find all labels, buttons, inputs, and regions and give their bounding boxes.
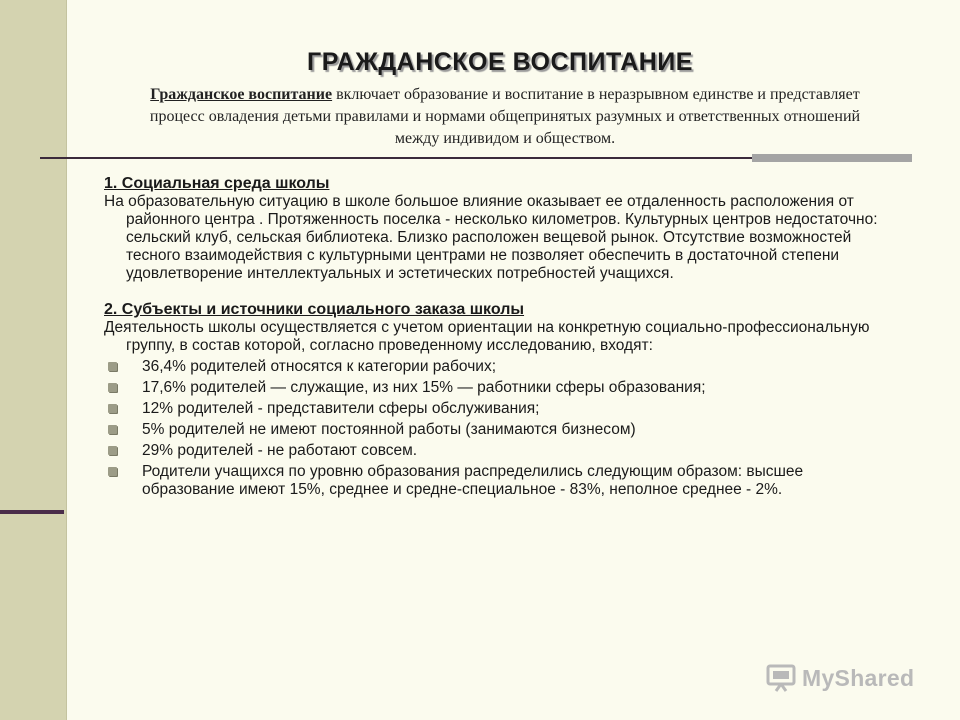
bullet-square-icon: [108, 425, 117, 434]
watermark: [766, 658, 936, 698]
bullet-list: [104, 358, 894, 499]
section1-heading: 1. Социальная среда школы: [104, 175, 330, 192]
list-item: 29% родителей - не работают совсем.: [104, 442, 894, 460]
subtitle-text: включает образование и воспитание в неразрывном единстве и представляет процесс овладения детьми правилами и нормами общепринятых разумных и ответственных отношений между индивидом и обществом.: [149, 86, 861, 147]
list-item: 5% родителей не имеют постоянной работы (занимаются бизнесом): [104, 421, 894, 439]
section2-heading: 2. Субъекты и источники социального заказа школы: [104, 301, 525, 318]
header-rule-accent: [752, 154, 912, 162]
projector-screen-icon: [766, 663, 796, 693]
list-item: 12% родителей - представители сферы обслуживания;: [104, 400, 894, 418]
slide-subtitle: [130, 84, 880, 150]
section1-text: На образовательную ситуацию в школе большое влияние оказывает ее отдаленность расположения от районного центра . Протяженность поселка - несколько километров. Культурных центров недостаточно: сельский клуб, сельская библиотека. Близко расположен вещевой рынок. Отсутствие возможностей тесного взаимодействия с культурными центрами не позволяет обеспечить в достаточной степени удовлетворение интеллектуальных и эстетических потребностей учащихся.: [104, 193, 878, 282]
bullet-square-icon: [108, 404, 117, 413]
watermark-text: MyShared: [802, 664, 915, 691]
left-decorative-bar: [0, 0, 67, 720]
section2-text: Деятельность школы осуществляется с учетом ориентации на конкретную социально-профессиональную группу, в состав которой, согласно проведенному исследованию, входят:: [104, 319, 870, 354]
list-item: Родители учащихся по уровню образования распределились следующим образом: высшее образование имеют 15%, среднее и средне-специальное - 83%, неполное среднее - 2%.: [104, 463, 894, 499]
bullet-square-icon: [108, 383, 117, 392]
bullet-square-icon: [108, 446, 117, 455]
sidebar-divider: [0, 510, 64, 514]
subtitle-term: Гражданское воспитание: [150, 86, 333, 103]
bullet-square-icon: [108, 467, 117, 476]
list-item: 36,4% родителей относятся к категории рабочих;: [104, 358, 894, 376]
bullet-square-icon: [108, 362, 117, 371]
slide-content: [104, 175, 894, 502]
slide-title: ГРАЖДАНСКОЕ ВОСПИТАНИЕ: [307, 48, 693, 76]
list-item: 17,6% родителей — служащие, из них 15% — работники сферы образования;: [104, 379, 894, 397]
